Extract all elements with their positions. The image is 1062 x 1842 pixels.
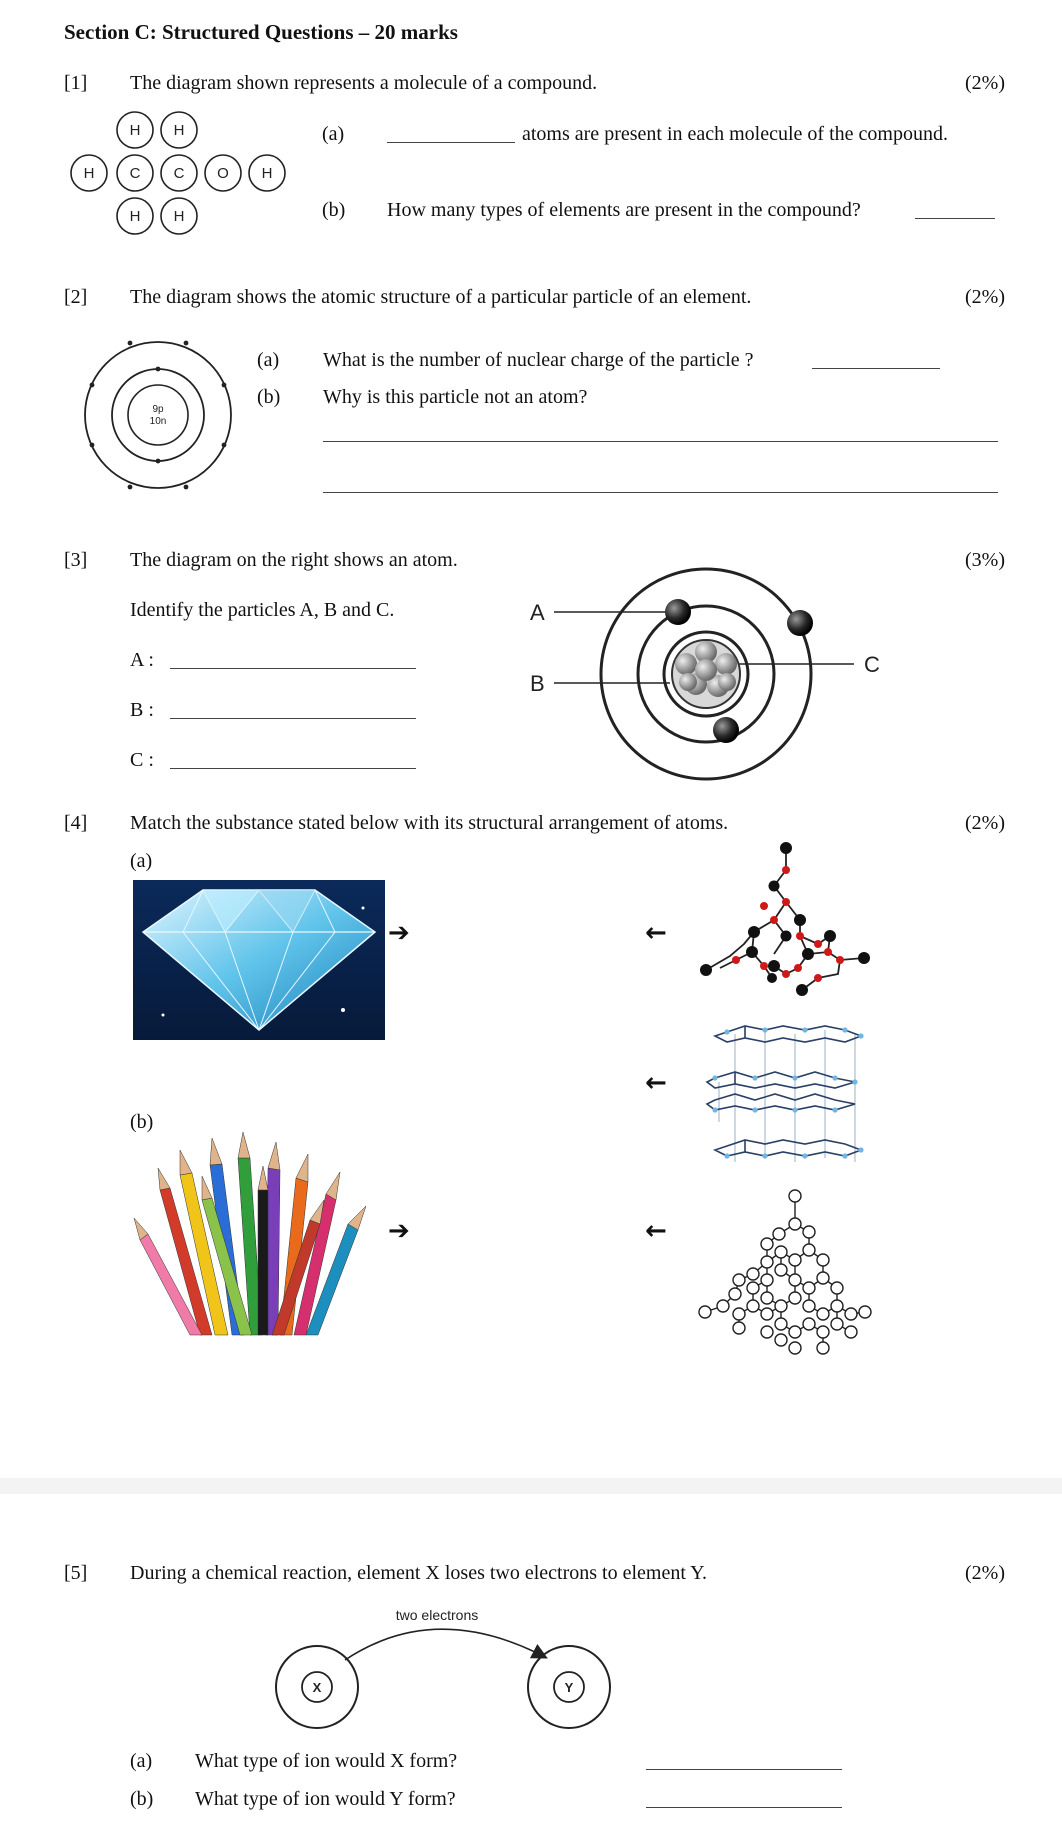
atom-label: H [173,208,185,225]
q3-text: The diagram on the right shows an atom. [130,549,458,571]
label-c: C [864,652,880,677]
q1a-label: (a) [322,123,345,145]
atom-label: H [173,122,185,139]
q3-label-c: C : [130,749,154,771]
q2a-label: (a) [257,349,280,371]
atom-red [770,916,778,924]
atom-red [732,956,740,964]
electron [713,717,739,743]
q4a-label: (a) [130,850,153,872]
q2a-answer-line[interactable] [812,368,940,369]
electron [156,367,161,372]
atom-red [794,964,802,972]
atom-red [814,974,822,982]
q3-label-a: A : [130,649,154,671]
electron [222,383,227,388]
atom-red [836,956,844,964]
atom-label: H [129,208,141,225]
atom-black [796,984,808,996]
q4b-arrow-right: ➔ [388,1216,410,1246]
atom-label: C [129,165,141,182]
q5a-answer-line[interactable] [646,1769,842,1770]
atom-black [767,973,777,983]
q2b-label: (b) [257,386,281,408]
q2b-text: Why is this particle not an atom? [323,386,588,408]
electron [128,485,133,490]
q1b-answer-line[interactable] [915,218,995,219]
element-y: Y [564,1680,574,1695]
q5b-text: What type of ion would Y form? [195,1788,456,1810]
q4-text: Match the substance stated below with its structural arrangement of atoms. [130,812,729,834]
electron [128,341,133,346]
atom-label: H [129,122,141,139]
q5-marks: (2%) [965,1562,1005,1584]
q4-arrow-left-1: ← [645,918,667,948]
electron [787,610,813,636]
q1b-label: (b) [322,199,346,221]
q1a-text: atoms are present in each molecule of the compound. [522,123,948,145]
molecule-diagram [70,110,290,235]
q5a-text: What type of ion would X form? [195,1750,458,1772]
q3-label-b: B : [130,699,154,721]
q4-arrow-left-2: ← [645,1068,667,1098]
atom-black [794,914,806,926]
atom-red [782,970,790,978]
atom-red [824,948,832,956]
atom-label: O [217,165,229,182]
q2-text: The diagram shows the atomic structure of a particular particle of an element. [130,286,752,308]
q2-number: [2] [64,286,88,308]
q3-instruction: Identify the particles A, B and C. [130,599,395,621]
arrow-label: two electrons [395,1607,479,1623]
electron [90,383,95,388]
diamond-image [133,880,385,1040]
atom-label: C [173,165,185,182]
structure-molecular [690,840,890,1000]
section-header: Section C: Structured Questions – 20 marks [64,20,458,44]
electron-transfer-diagram [275,1605,625,1735]
bohr-atom-diagram [520,560,880,780]
q1b-text: How many types of elements are present in the compound? [387,199,861,221]
label-b: B [530,671,545,696]
electron [90,443,95,448]
electron [156,459,161,464]
q4a-arrow-right: ➔ [388,918,410,948]
electron [184,341,189,346]
atom-black [700,964,712,976]
atom-black [768,960,780,972]
atom-black [781,931,792,942]
q4-marks: (2%) [965,812,1005,834]
q1a-answer-line[interactable] [387,142,515,143]
q3-answer-c[interactable] [170,768,416,769]
q4-number: [4] [64,812,88,834]
electron [184,485,189,490]
atom-red [760,902,768,910]
q4-arrow-left-3: ← [645,1216,667,1246]
q5-number: [5] [64,1562,88,1584]
electron [222,443,227,448]
atom-black [748,926,760,938]
q3-answer-b[interactable] [170,718,416,719]
atom-red [760,962,768,970]
colored-pencils-image [140,1130,380,1335]
nucleus-protons: 9p [152,404,164,415]
q5b-label: (b) [130,1788,154,1810]
atom-label: H [83,165,95,182]
atom-black [746,946,758,958]
atom-black [802,948,814,960]
q2b-answer-line-1[interactable] [323,441,998,442]
q2a-text: What is the number of nuclear charge of the particle ? [323,349,754,371]
q5-text: During a chemical reaction, element X loses two electrons to element Y. [130,1562,708,1584]
structure-diamond-lattice [695,1188,875,1358]
atom-black [824,930,836,942]
atom-label: H [261,165,273,182]
q2-marks: (2%) [965,286,1005,308]
atom-black [780,842,792,854]
q4b-label: (b) [130,1111,154,1133]
atomic-structure-diagram [84,340,234,492]
q1-number: [1] [64,72,88,94]
q5b-answer-line[interactable] [646,1807,842,1808]
q1-marks: (2%) [965,72,1005,94]
element-x: X [312,1680,322,1695]
atom-red [796,932,804,940]
q1-text: The diagram shown represents a molecule of a compound. [130,72,598,94]
q2b-answer-line-2[interactable] [323,492,998,493]
q3-number: [3] [64,549,88,571]
structure-graphite [705,1022,875,1172]
nucleus [672,640,740,708]
q3-marks: (3%) [965,549,1005,571]
atom-red [782,866,790,874]
nucleus-neutrons: 10n [149,416,167,427]
atom-red [782,898,790,906]
page-divider [0,1478,1062,1494]
q3-answer-a[interactable] [170,668,416,669]
atom-black [858,952,870,964]
q5a-label: (a) [130,1750,153,1772]
atom-red [814,940,822,948]
label-a: A [530,600,545,625]
electron-a [665,599,691,625]
atom-black [769,881,780,892]
